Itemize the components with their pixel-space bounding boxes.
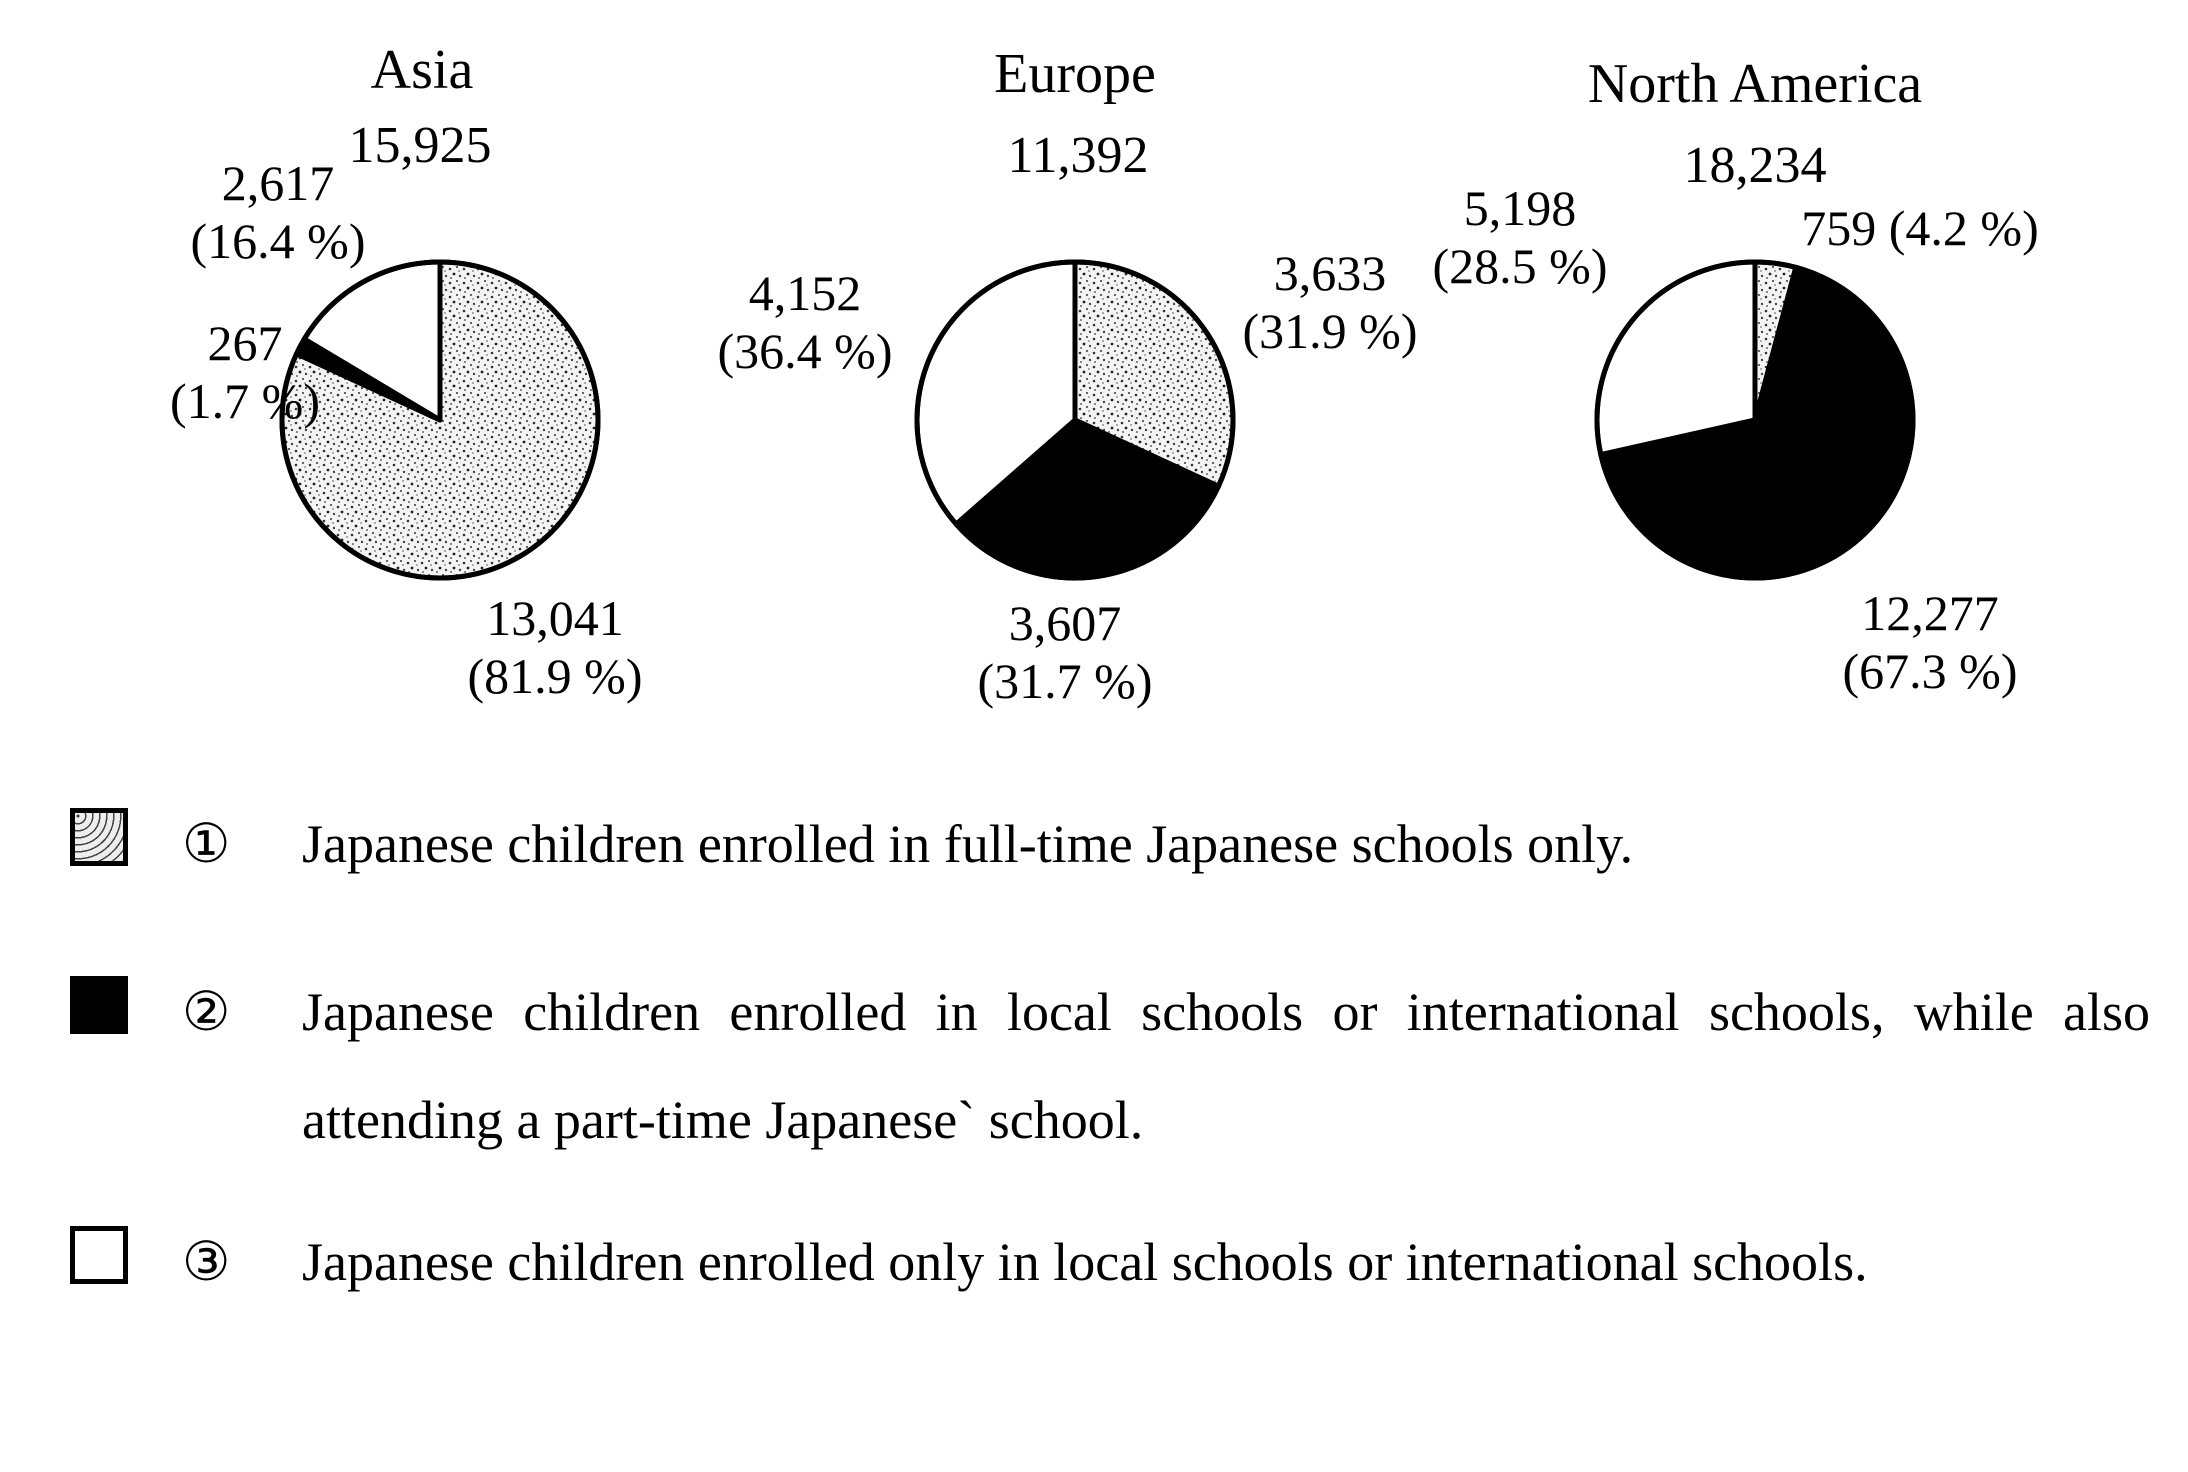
legend-number: ③ — [182, 1232, 231, 1292]
slice-percent-label: (36.4 %) — [717, 323, 893, 379]
slice-value-label: 3,607 — [1008, 595, 1122, 651]
chart-total: 18,234 — [1683, 137, 1827, 194]
slice-value-label: 13,041 — [486, 590, 624, 646]
legend-number: ② — [182, 982, 231, 1042]
pie-slice-empty — [1597, 262, 1755, 455]
slice-value-label: 267 — [207, 315, 283, 371]
empty-swatch-icon — [70, 1226, 128, 1284]
pie-2 — [1597, 262, 1913, 578]
slice-value-label: 2,617 — [221, 155, 335, 211]
legend-label: Japanese children enrolled in local schools or international schools, while also attending a part-time Japanese` school. — [302, 982, 2150, 1150]
slice-percent-label: (81.9 %) — [467, 648, 643, 704]
chart-title: Asia — [370, 39, 474, 101]
solid-swatch-icon — [70, 976, 128, 1034]
slice-value-label: 4,152 — [748, 265, 862, 321]
stipple-swatch-icon — [70, 808, 128, 866]
legend-label: Japanese children enrolled in full-time Japanese schools only. — [302, 814, 1634, 874]
pie-1 — [917, 262, 1233, 578]
slice-percent-label: (1.7 %) — [170, 373, 320, 429]
slice-percent-label: (31.7 %) — [977, 653, 1153, 709]
legend-item-part-time — [70, 958, 2150, 1174]
slice-value-label: 5,198 — [1463, 180, 1577, 236]
slice-percent-label: (28.5 %) — [1432, 238, 1608, 294]
chart-title: North America — [1587, 53, 1923, 115]
legend-item-local-only — [70, 1208, 2150, 1424]
slice-value-label: 12,277 — [1861, 585, 1999, 641]
slice-label: 759 (4.2 %) — [1801, 200, 2039, 256]
slice-percent-label: (16.4 %) — [190, 213, 366, 269]
slice-percent-label: (31.9 %) — [1242, 303, 1418, 359]
legend-item-full-time — [70, 790, 2150, 898]
chart-title: Europe — [994, 43, 1156, 105]
chart-total: 15,925 — [348, 117, 492, 174]
slice-value-label: 3,633 — [1273, 245, 1387, 301]
chart-total: 11,392 — [1007, 127, 1149, 184]
slice-percent-label: (67.3 %) — [1842, 643, 2018, 699]
legend-label: Japanese children enrolled only in local schools or international schools. — [302, 1232, 1868, 1292]
pie-0 — [282, 262, 598, 578]
legend-number: ① — [182, 814, 231, 874]
